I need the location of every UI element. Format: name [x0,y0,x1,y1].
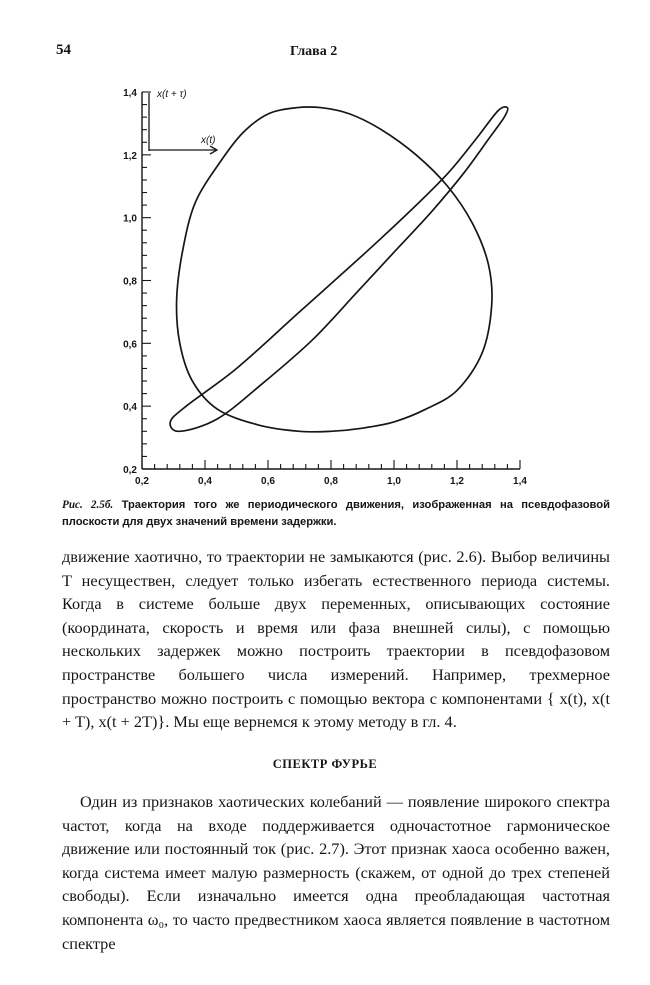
caption-label: Рис. 2.5б. [62,499,114,511]
section-heading-fourier: СПЕКТР ФУРЬЕ [272,757,378,771]
y-tick-label: 1,2 [123,150,137,162]
y-tick-label: 1,0 [123,213,137,225]
y-tick-label: 0,8 [123,276,137,288]
trajectory-narrow-loop [170,107,508,431]
paragraph-fourier: Один из признаков хаотических колебаний — появление широкого спектра частот, когда на входе поддерживается одночастотное гармоническое движение или постоянный ток (рис. 2.7). Этот признак хаоса особенно важен, когда система имеет малую размерность (скажем, от одной до трех степеней свободы). Если изначально имеется одна преобладающая частотная компонента ω₀, то часто предвестником хаоса является появление в частотном спектре [62,792,610,953]
trajectory-wide-loop [177,107,493,432]
y-tick-label: 0,2 [123,465,137,476]
y-tick-label: 0,4 [123,402,137,414]
page-number: 54 [56,42,71,58]
x-tick-label: 0,8 [324,476,338,487]
plot-legend [149,89,217,154]
x-tick-label: 0,4 [198,476,212,487]
phase-plot-figure [100,80,530,495]
plot-curves [170,107,508,432]
y-tick-label: 1,4 [123,88,137,99]
x-tick-label: 0,6 [261,476,275,487]
x-tick-label: 0,2 [135,476,149,487]
caption-text: Траектория того же периодического движения, изображенная на псевдофазовой плоскости для двух значений времени задержки. [62,499,610,528]
plot-axes [142,92,520,469]
y-tick-label: 0,6 [123,339,137,351]
chapter-heading: Глава 2 [290,44,338,59]
paragraph-phase-space: движение хаотично, то траектории не замыкаются (рис. 2.6). Выбор величины T несуществен, следует только избегать естественного периода системы. Когда в системе больше двух переменных, описывающих состояние (координата, скорость и время или фаза внешней силы), с помощью нескольких задержек можно построить траектории в псевдофазовом пространстве большего числа измерений. Например, трехмерное пространство можно построить с помощью вектора с компонентами { x(t), x(t + T), x(t + 2T)}. Мы еще вернемся к этому методу в гл. 4. [62,547,610,732]
x-tick-label: 1,2 [450,476,464,487]
legend-label-upper: x(t + τ) [157,89,187,100]
x-tick-label: 1,4 [513,476,527,487]
legend-label-lower: x(t) [201,135,216,146]
plot-ticks [123,88,527,487]
figure-caption [62,497,610,531]
x-tick-label: 1,0 [387,476,401,487]
